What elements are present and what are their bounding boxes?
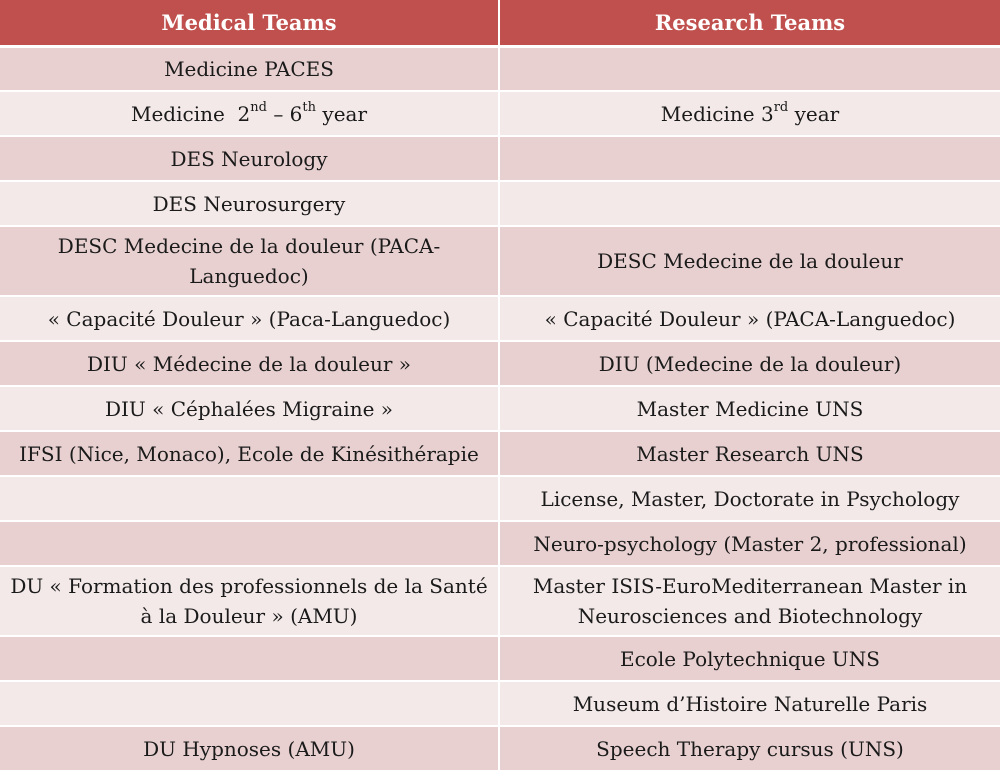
research-cell: Master Research UNS (499, 431, 1000, 476)
research-cell: Master ISIS-EuroMediterranean Master in Neurosciences and Biotechnology (499, 566, 1000, 636)
medical-cell: DIU « Médecine de la douleur » (0, 341, 499, 386)
medical-cell: IFSI (Nice, Monaco), Ecole de Kinésithérapie (0, 431, 499, 476)
research-cell: Ecole Polytechnique UNS (499, 636, 1000, 681)
table-row (0, 136, 1000, 181)
research-cell: Speech Therapy cursus (UNS) (499, 726, 1000, 771)
medical-cell: Medicine PACES (0, 46, 499, 91)
research-cell: DIU (Medecine de la douleur) (499, 341, 1000, 386)
header-research-teams: Research Teams (499, 0, 1000, 46)
table-row (0, 341, 1000, 386)
ordinal-sup: nd (250, 99, 267, 115)
header-medical-teams: Medical Teams (0, 0, 499, 46)
header-row (0, 0, 1000, 46)
research-cell: Neuro-psychology (Master 2, professional) (499, 521, 1000, 566)
research-cell (499, 181, 1000, 226)
medical-cell: DES Neurosurgery (0, 181, 499, 226)
medical-cell: DESC Medecine de la douleur (PACA-Languedoc) (0, 226, 499, 296)
research-text: Medicine 3 (660, 101, 774, 126)
table-row (0, 521, 1000, 566)
medical-cell: DU « Formation des professionnels de la Santé à la Douleur » (AMU) (0, 566, 499, 636)
research-cell: DESC Medecine de la douleur (499, 226, 1000, 296)
medical-text: Medicine 2 (130, 101, 251, 126)
medical-cell (0, 476, 499, 521)
table-row (0, 476, 1000, 521)
table-row (0, 431, 1000, 476)
table-row (0, 181, 1000, 226)
research-cell: Museum d’Histoire Naturelle Paris (499, 681, 1000, 726)
table-row (0, 91, 1000, 136)
medical-text: – 6 (266, 101, 303, 126)
research-cell (499, 91, 1000, 136)
ordinal-sup: th (302, 99, 317, 115)
ordinal-sup: rd (773, 99, 789, 115)
research-text: year (788, 101, 840, 126)
medical-cell (0, 681, 499, 726)
medical-cell: DIU « Céphalées Migraine » (0, 386, 499, 431)
research-cell: License, Master, Doctorate in Psychology (499, 476, 1000, 521)
table-row (0, 681, 1000, 726)
table-row (0, 386, 1000, 431)
research-cell: « Capacité Douleur » (PACA-Languedoc) (499, 296, 1000, 341)
table-row (0, 636, 1000, 681)
table-row (0, 46, 1000, 91)
table-row (0, 226, 1000, 296)
research-cell: Master Medicine UNS (499, 386, 1000, 431)
research-cell (499, 136, 1000, 181)
medical-cell: DES Neurology (0, 136, 499, 181)
medical-cell: DU Hypnoses (AMU) (0, 726, 499, 771)
research-cell (499, 46, 1000, 91)
medical-text: year (316, 101, 368, 126)
table-row (0, 566, 1000, 636)
table-row (0, 726, 1000, 771)
medical-cell (0, 636, 499, 681)
table-row (0, 296, 1000, 341)
medical-cell (0, 91, 499, 136)
medical-cell (0, 521, 499, 566)
medical-cell: « Capacité Douleur » (Paca-Languedoc) (0, 296, 499, 341)
